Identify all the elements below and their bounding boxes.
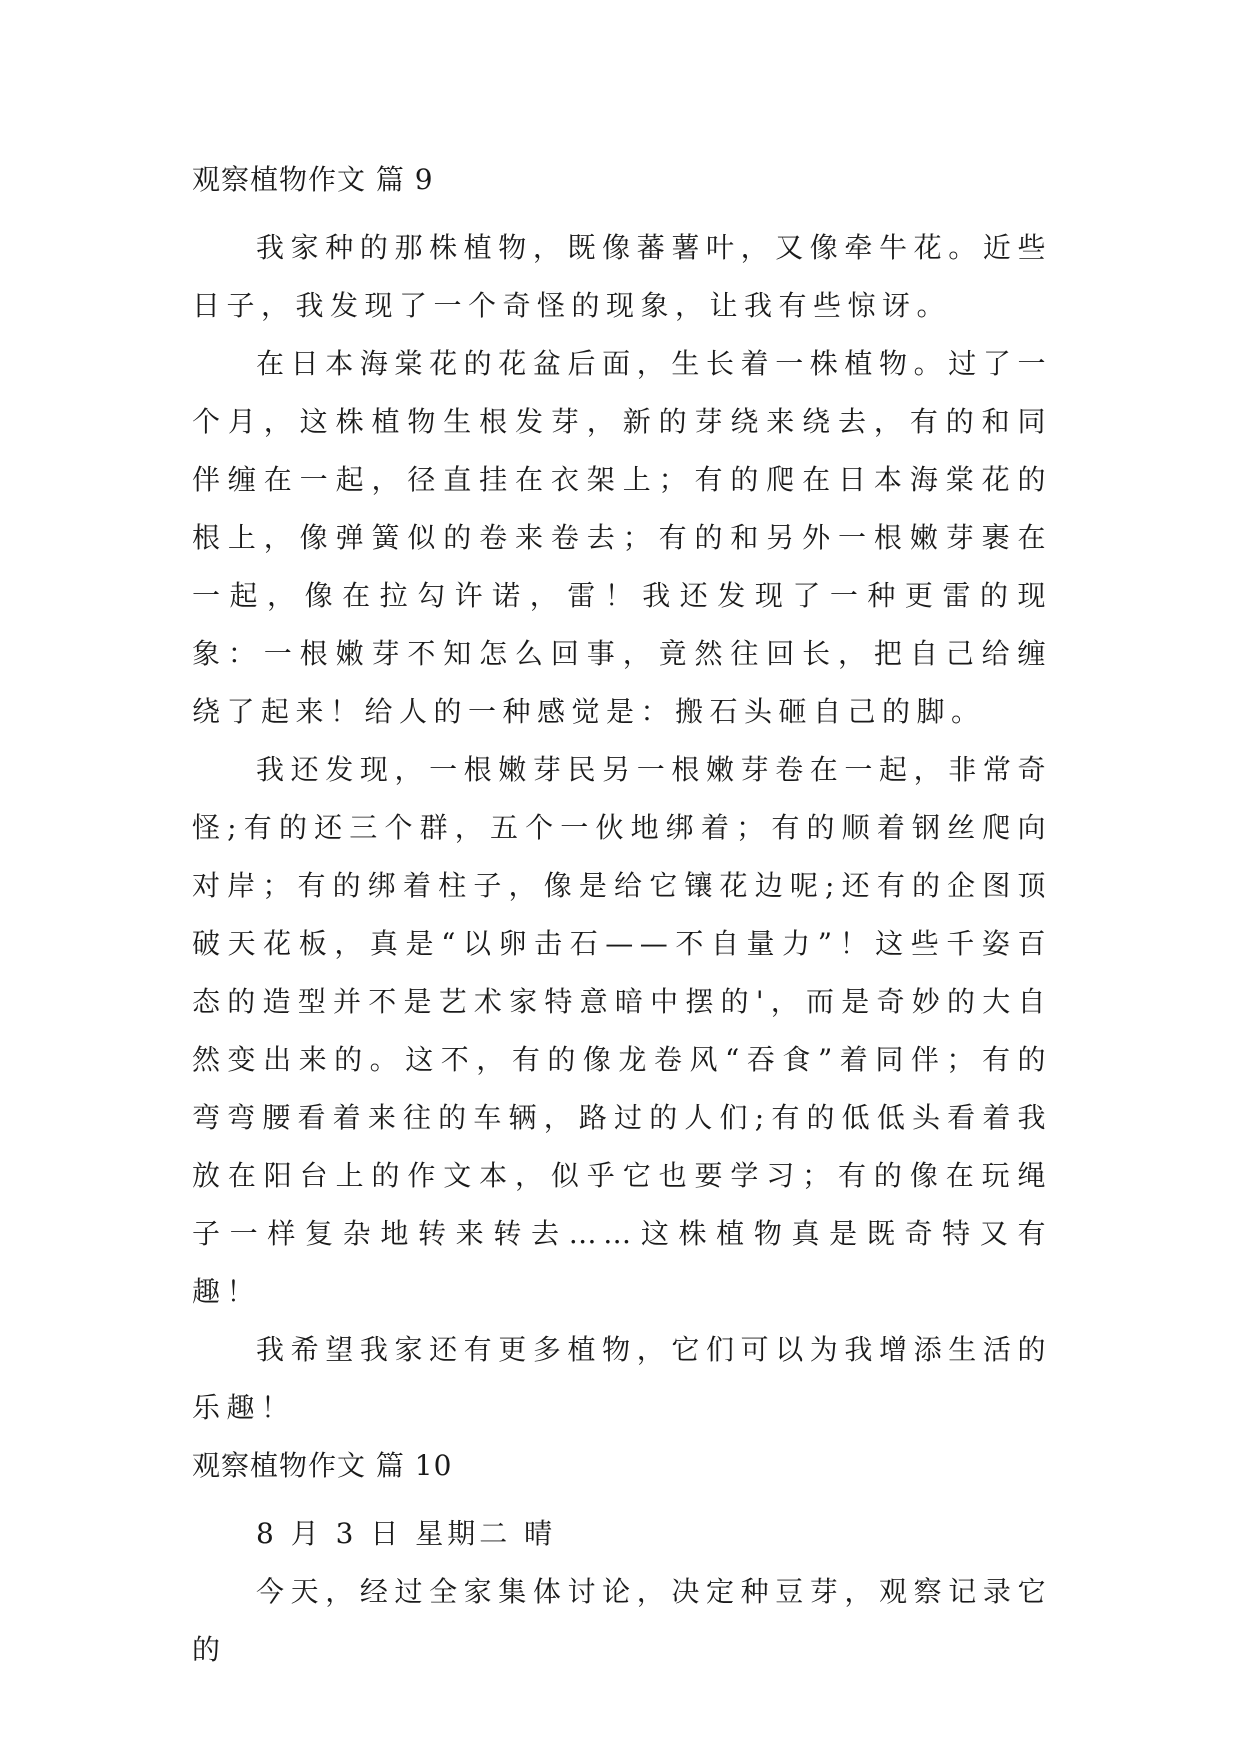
section-heading-9: 观察植物作文 篇 9 [192,163,434,196]
section-heading-10: 观察植物作文 篇 10 [192,1449,453,1482]
paragraph-9-4: 我希望我家还有更多植物，它们可以为我增添生活的乐趣！ [192,1333,1052,1424]
paragraph-9-3: 我还发现，一根嫩芽民另一根嫩芽卷在一起，非常奇怪;有的还三个群，五个一伙地绑着；有的顺着钢丝爬向对岸；有的绑着柱子，像是给它镶花边呢;还有的企图顶破天花板，真是“以卵击石——不自量力”！这些千姿百态的造型并不是艺术家特意暗中摆的'，而是奇妙的大自然变出来的。这不，有的像龙卷风“吞食”着同伴；有的弯弯腰看着来往的车辆，路过的人们;有的低低头看着我放在阳台上的作文本，似乎它也要学习；有的像在玩绳子一样复杂地转来转去……这株植物真是既奇特又有趣！ [192,753,1052,1308]
paragraph-9-1: 我家种的那株植物，既像蕃薯叶，又像牵牛花。近些日子，我发现了一个奇怪的现象，让我有些惊讶。 [192,231,1052,322]
paragraph-10-1: 今天，经过全家集体讨论，决定种豆芽，观察记录它的 [192,1575,1052,1666]
document-body [192,157,1052,1679]
diary-date-line: 8 月 3 日 星期二 晴 [256,1517,557,1550]
paragraph-9-2: 在日本海棠花的花盆后面，生长着一株植物。过了一个月，这株植物生根发芽，新的芽绕来绕去，有的和同伴缠在一起，径直挂在衣架上；有的爬在日本海棠花的根上，像弹簧似的卷来卷去；有的和另外一根嫩芽裹在一起，像在拉勾许诺，雷！我还发现了一种更雷的现象：一根嫩芽不知怎么回事，竟然往回长，把自己给缠绕了起来！给人的一种感觉是：搬石头砸自己的脚。 [192,347,1052,728]
